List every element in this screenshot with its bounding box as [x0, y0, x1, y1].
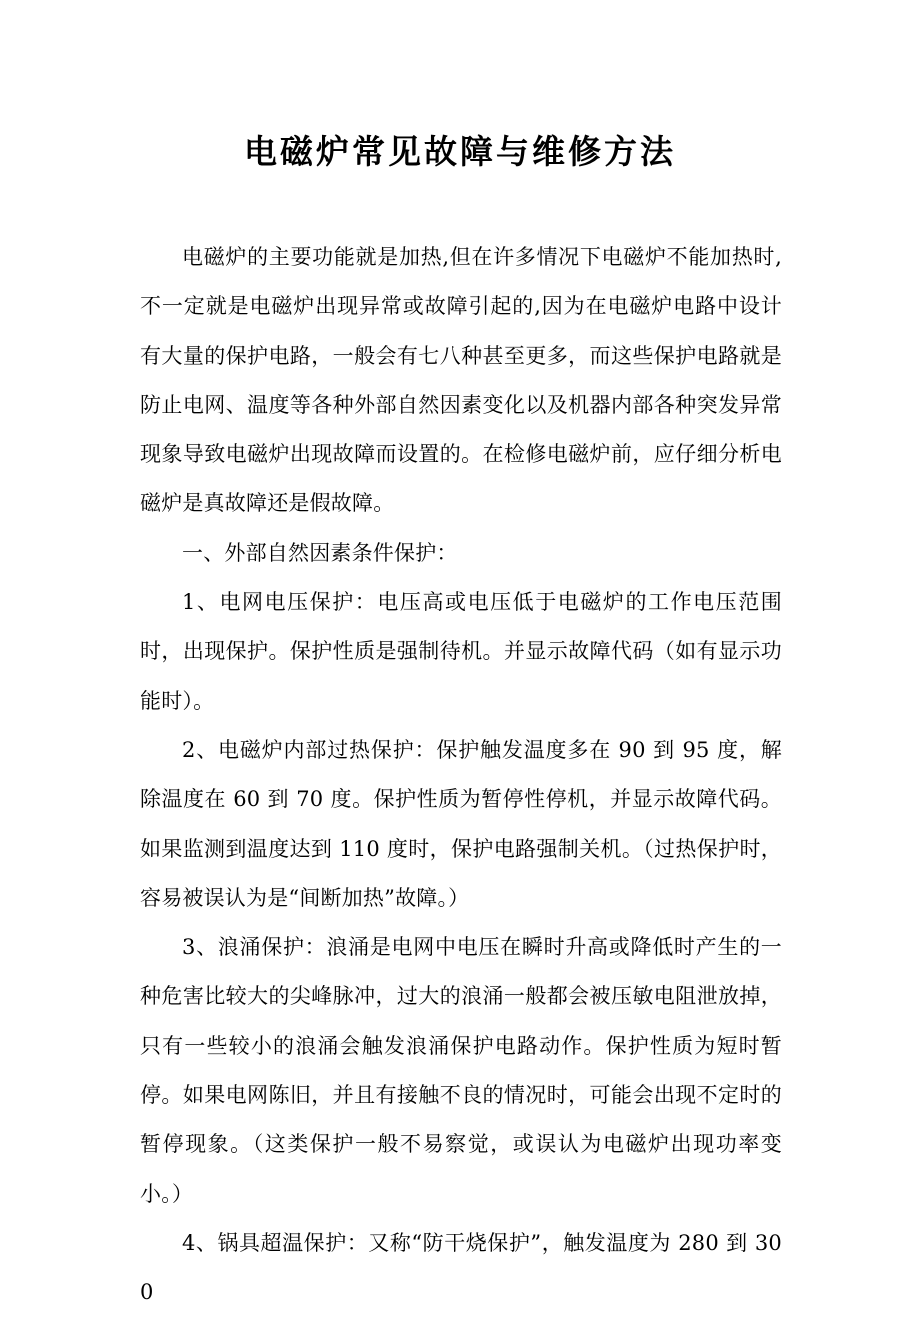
paragraph-intro: 电磁炉的主要功能就是加热,但在许多情况下电磁炉不能加热时,不一定就是电磁炉出现异常或故障引起的,因为在电磁炉电路中设计有大量的保护电路，一般会有七八种甚至更多，而这些保护电路就是防止电网、温度等各种外部自然因素变化以及机器内部各种突发异常现象导致电磁炉出现故障而设置的。在检修电磁炉前，应仔细分析电磁炉是真故障还是假故障。	[140, 245, 782, 516]
document-title: 电磁炉常见故障与维修方法	[244, 132, 676, 171]
paragraph-item-4: 4、锅具超温保护：又称“防干烧保护”，触发温度为 280 到 300	[140, 1230, 782, 1305]
paragraph-item-2: 2、电磁炉内部过热保护：保护触发温度多在 90 到 95 度，解除温度在 60 到 70 度。保护性质为暂停性停机，并显示故障代码。如果监测到温度达到 110 度时，保护电路强制关机。（过热保护时，容易被误认为是“间断加热”故障。）	[140, 737, 782, 910]
paragraph-item-3: 3、浪涌保护：浪涌是电网中电压在瞬时升高或降低时产生的一种危害比较大的尖峰脉冲，过大的浪涌一般都会被压敏电阻泄放掉，只有一些较小的浪涌会触发浪涌保护电路动作。保护性质为短时暂停。如果电网陈旧，并且有接触不良的情况时，可能会出现不定时的暂停现象。（这类保护一般不易察觉，或误认为电磁炉出现功率变小。）	[140, 935, 782, 1206]
document-body	[140, 233, 782, 1318]
paragraph-item-1: 1、电网电压保护：电压高或电压低于电磁炉的工作电压范围时，出现保护。保护性质是强制待机。并显示故障代码（如有显示功能时）。	[140, 590, 782, 713]
section-heading: 一、外部自然因素条件保护：	[182, 540, 458, 565]
